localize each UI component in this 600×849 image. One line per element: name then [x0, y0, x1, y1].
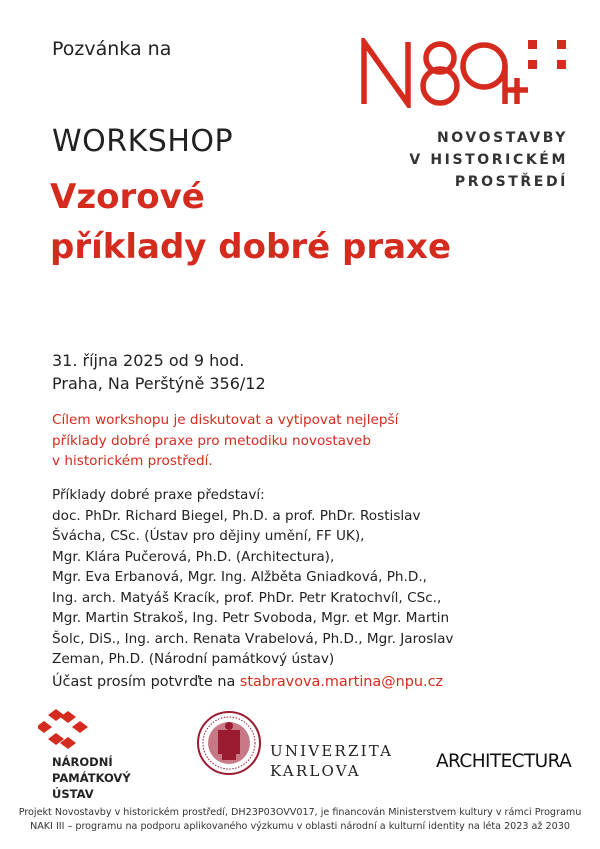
event-kicker: WORKSHOP — [52, 124, 234, 159]
uk-seal-icon — [196, 710, 262, 776]
npu-logo-text — [52, 754, 131, 802]
rsvp-text: Účast prosím potvrďte na — [52, 674, 236, 690]
uk-line: UNIVERZITA — [270, 742, 394, 760]
rsvp-email-link[interactable]: stabravova.martina@npu.cz — [239, 674, 444, 690]
speakers-line: Švácha, CSc. (Ústav pro dějiny umění, FF UK), — [52, 528, 365, 544]
footer-line: Projekt Novostavby v historickém prostředí, DH23P03OVV017, je financován Ministerstvem kultury v rámci Programu — [18, 807, 582, 818]
speakers-line: Zeman, Ph.D. (Národní památkový ústav) — [52, 651, 335, 667]
speakers-line: Příklady dobré praxe představí: — [52, 487, 265, 503]
npu-logo-icon — [38, 709, 90, 751]
invitation-intro: Pozvánka na — [52, 38, 172, 60]
npu-line: ÚSTAV — [52, 787, 94, 801]
n89-logo — [360, 38, 575, 108]
workshop-goal — [52, 410, 398, 472]
funding-footer — [0, 806, 600, 834]
npu-line: NÁRODNÍ — [52, 755, 113, 769]
uk-logo-text — [270, 741, 393, 781]
architectura-logo: ARCHITECTURA — [436, 751, 572, 772]
npu-line: PAMÁTKOVÝ — [52, 771, 131, 785]
footer-line: NAKI III – programu na podporu aplikovaného výzkumu v oblasti národní a kulturní identity na léta 2023 až 2030 — [30, 821, 570, 832]
speakers-list — [52, 485, 453, 670]
title-line: Vzorové — [50, 177, 205, 217]
goal-line: příklady dobré praxe pro metodiku novostaveb — [52, 432, 372, 449]
event-title — [50, 172, 451, 272]
goal-line: v historickém prostředí. — [52, 453, 213, 469]
speakers-line: Mgr. Eva Erbanová, Mgr. Ing. Alžběta Gniadková, Ph.D., — [52, 569, 427, 585]
speakers-line: Mgr. Martin Strakoš, Ing. Petr Svoboda, Mgr. et Mgr. Martin — [52, 610, 450, 626]
speakers-line: doc. PhDr. Richard Biegel, Ph.D. a prof. PhDr. Rostislav — [52, 507, 421, 524]
title-line: příklady dobré praxe — [50, 227, 452, 267]
goal-line: Cílem workshopu je diskutovat a vytipovat nejlepší — [52, 412, 399, 428]
speakers-line: Šolc, DiS., Ing. arch. Renata Vrabelová, Ph.D., Mgr. Jaroslav — [52, 630, 454, 647]
event-place: Praha, Na Perštýně 356/12 — [52, 374, 266, 393]
rsvp-line — [52, 674, 443, 690]
uk-line: KARLOVA — [270, 762, 361, 780]
speakers-line: Ing. arch. Matyáš Kracík, prof. PhDr. Petr Kratochvíl, CSc., — [52, 589, 442, 606]
event-when-where — [52, 349, 266, 395]
speakers-line: Mgr. Klára Pučerová, Ph.D. (Architectura), — [52, 548, 335, 565]
project-name-line: V HISTORICKÉM — [409, 152, 568, 168]
project-name-line: PROSTŘEDÍ — [454, 174, 568, 190]
project-name-line: NOVOSTAVBY — [436, 130, 568, 146]
event-date: 31. října 2025 od 9 hod. — [52, 351, 245, 370]
